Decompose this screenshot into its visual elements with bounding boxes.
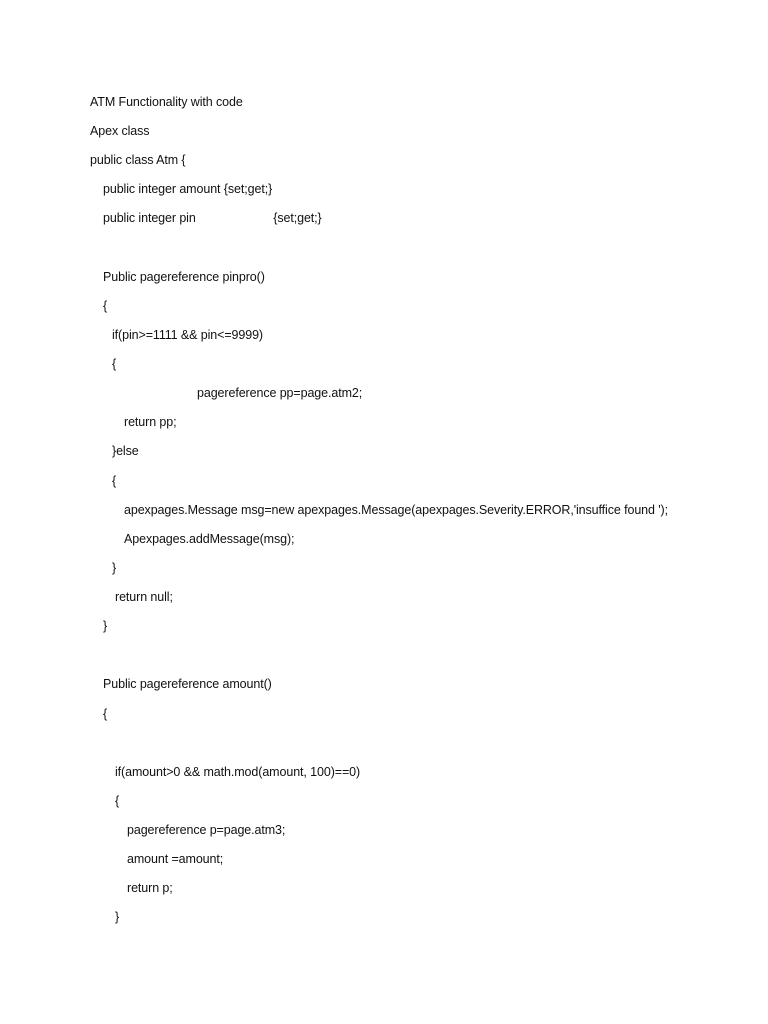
code-line: { <box>115 794 120 808</box>
code-line: } <box>103 619 108 633</box>
code-line: { <box>103 707 108 721</box>
code-line: { <box>112 357 117 371</box>
code-line: apexpages.Message msg=new apexpages.Message(apexpages.Severity.ERROR,'insuffice found '); <box>124 503 668 517</box>
code-line: return pp; <box>124 415 177 429</box>
code-line: } <box>115 910 120 924</box>
code-line: }else <box>112 444 139 458</box>
code-line: Apexpages.addMessage(msg); <box>124 532 295 546</box>
code-line: return null; <box>115 590 173 604</box>
code-line: Public pagereference pinpro() <box>103 270 265 284</box>
code-line: amount =amount; <box>127 852 224 866</box>
code-line: return p; <box>127 881 173 895</box>
document-title: ATM Functionality with code <box>90 95 243 109</box>
code-line: pagereference p=page.atm3; <box>127 823 286 837</box>
code-line: Public pagereference amount() <box>103 677 272 691</box>
code-line: public integer amount {set;get;} <box>103 182 273 196</box>
code-line: if(pin>=1111 && pin<=9999) <box>112 328 263 342</box>
code-line: } <box>112 561 117 575</box>
code-line: if(amount>0 && math.mod(amount, 100)==0) <box>115 765 361 779</box>
code-line: public class Atm { <box>90 153 186 167</box>
code-line: public integer pin {set;get;} <box>103 211 322 225</box>
code-line: pagereference pp=page.atm2; <box>197 386 363 400</box>
document-subtitle: Apex class <box>90 124 150 138</box>
code-line: { <box>112 474 117 488</box>
code-line: { <box>103 299 108 313</box>
